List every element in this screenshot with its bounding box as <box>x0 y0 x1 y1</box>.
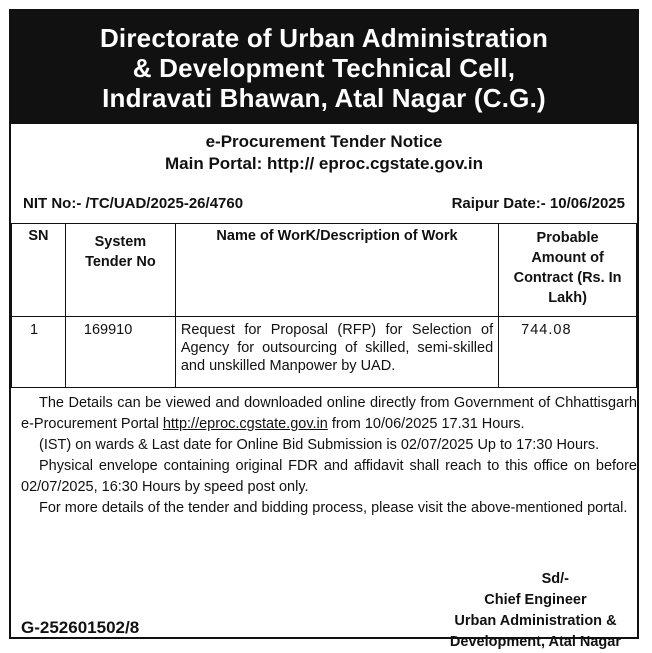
signature-dept-2: Development, Atal Nagar <box>449 634 621 650</box>
col-amount: Probable Amount of Contract (Rs. In Lakh) <box>499 224 637 317</box>
details-paragraph-4: For more details of the tender and bidding process, please visit the above-mentioned portal. <box>39 500 628 516</box>
notice-title: e-Procurement Tender Notice <box>205 132 443 151</box>
signature-sd: Sd/- <box>541 571 569 587</box>
details-paragraph-1 <box>21 393 637 435</box>
nit-date: Raipur Date:- 10/06/2025 <box>451 195 625 212</box>
col-tender-no: System Tender No <box>65 224 175 317</box>
col-sn: SN <box>12 224 66 317</box>
signature-dept-1: Urban Administration & <box>454 613 617 629</box>
col-description: Name of WorK/Description of Work <box>175 224 498 317</box>
signature-title: Chief Engineer <box>484 592 587 608</box>
portal-link[interactable]: http://eproc.cgstate.gov.in <box>162 416 328 432</box>
details-p1-text: The Details can be viewed and downloaded online directly from Government of Chhattisgarh e-Procurement Portal <box>21 395 637 432</box>
row-tender-no: 169910 <box>65 317 175 388</box>
header-line-3: Indravati Bhawan, Atal Nagar (C.G.) <box>102 83 546 113</box>
header-banner <box>11 11 637 124</box>
details-text <box>21 393 637 519</box>
nit-number: NIT No:- /TC/UAD/2025-26/4760 <box>23 195 244 212</box>
row-sn: 1 <box>12 317 66 388</box>
header-line-1: Directorate of Urban Administration <box>99 23 549 53</box>
reference-number: G-252601502/8 <box>21 618 140 637</box>
header-line-2: & Development Technical Cell, <box>132 53 516 83</box>
details-paragraph-2: (IST) on wards & Last date for Online Bid Submission is 02/07/2025 Up to 17:30 Hours. <box>39 437 600 453</box>
main-portal: Main Portal: http:// eproc.cgstate.gov.in <box>165 154 483 173</box>
details-paragraph-3: Physical envelope containing original FDR and affidavit shall reach to this office on before 02/07/2025, 16:30 Hours by speed post only. <box>21 458 637 495</box>
details-p1-tail: from 10/06/2025 17.31 Hours. <box>327 416 525 432</box>
table-header-row <box>12 224 637 317</box>
row-description: Request for Proposal (RFP) for Selection of Agency for outsourcing of skilled, semi-skilled and unskilled Manpower by UAD. <box>175 317 498 388</box>
row-amount: 744.08 <box>499 317 637 388</box>
signature-block <box>450 569 621 653</box>
notice-heading <box>11 131 637 175</box>
tender-notice <box>9 9 639 650</box>
tender-table <box>11 223 637 388</box>
table-row <box>12 317 637 388</box>
